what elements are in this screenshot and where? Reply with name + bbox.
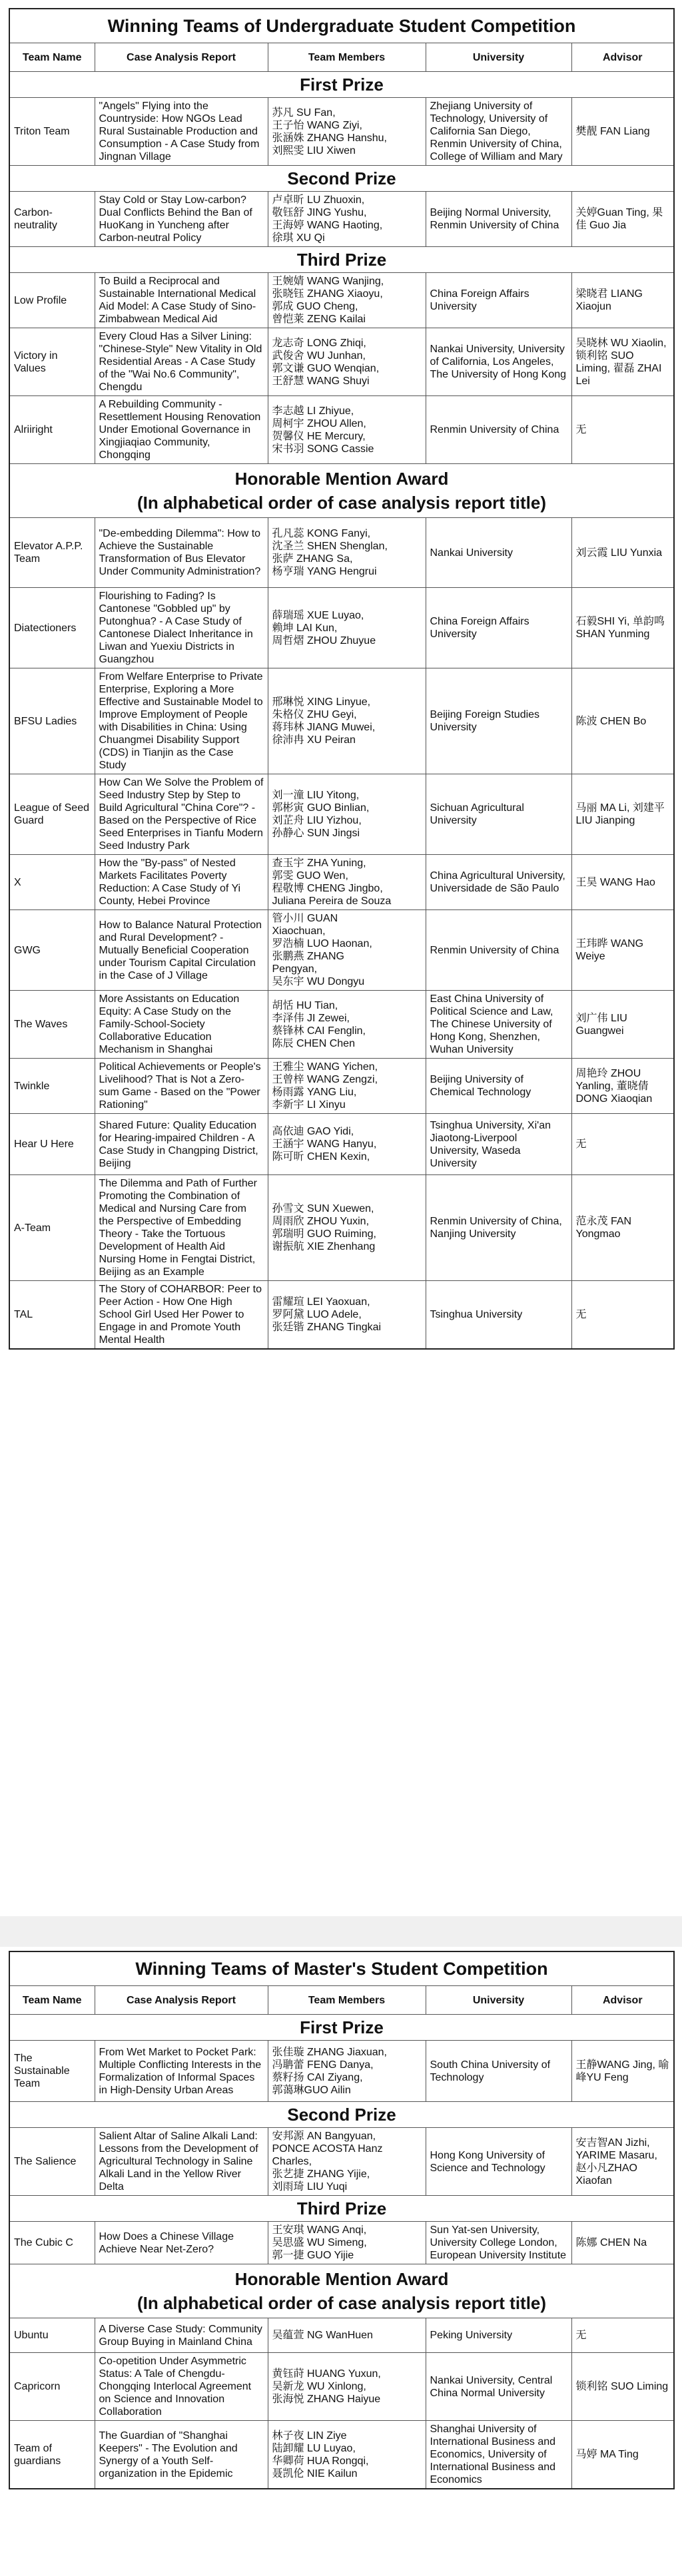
members-cell [268,668,426,774]
members-cell [268,1059,426,1114]
table-row [9,2222,674,2264]
member-name: 冯聃蕾 FENG Danya, [272,2059,374,2071]
university-cell: Sun Yat-sen University, University College London, European University Institute [426,2222,571,2264]
team-name-cell: TAL [9,1281,95,1350]
report-title-cell: From Welfare Enterprise to Private Enterprise, Exploring a More Effective and Sustainable Model to Improve Employment of People with Disabilities in China: Using Chuangmei Disability Support (CDS) in Tianjin as the Case Study [95,668,268,774]
report-title-cell: Stay Cold or Stay Low-carbon? Dual Conflicts Behind the Ban of HuoKang in Yuncheng after Carbon-neutral Policy [95,192,268,247]
members-cell [268,2353,426,2421]
member-name: 张萨 ZHANG Sa, [272,553,353,565]
university-cell: Sichuan Agricultural University [426,774,571,855]
university-cell: Hong Kong University of Science and Technology [426,2128,571,2196]
table-row [9,855,674,910]
advisor-cell: 马婷 MA Ting [571,2421,674,2489]
member-name: 张鹏燕 ZHANG [272,951,344,962]
members-cell [268,518,426,588]
table-row [9,396,674,464]
member-name: 龙志奇 LONG Zhiqi, [272,337,366,349]
members-cell [268,855,426,910]
member-name: 林子夜 LIN Ziye [272,2430,347,2442]
report-title-cell: Shared Future: Quality Education for Hearing-impaired Children - A Case Study in Changping District, Beijing [95,1114,268,1175]
table-row [9,588,674,668]
team-name-cell: Alriiright [9,396,95,464]
university-cell: Shanghai University of International Business and Economics, University of International Business and Economics [426,2421,571,2489]
advisor-cell: 王昊 WANG Hao [571,855,674,910]
report-title-cell: More Assistants on Education Equity: A Case Study on the Family-School-Society Collaborative Education Mechanism in Shanghai [95,991,268,1059]
undergrad-table [9,8,675,1350]
members-cell [268,328,426,396]
member-name: 陈辰 CHEN Chen [272,1037,355,1049]
member-name: 聂凯伦 NIE Kailun [272,2467,358,2479]
member-name: 郭蔼琳GUO Ailin [272,2084,351,2096]
report-title-cell: How Can We Solve the Problem of Seed Industry Step by Step to Build Agricultural "China Core"? - Based on the Perspective of Rice Seed Enterprises in Tianfu Modern Seed Industry Park [95,774,268,855]
prize-label: Second Prize [9,2102,674,2128]
member-name: 刘雨琦 LIU Yuqi [272,2181,348,2192]
team-name-cell: Hear U Here [9,1114,95,1175]
col-header-team: Team Name [9,1986,95,2015]
member-name: 王雅尘 WANG Yichen, [272,1061,378,1073]
table-row [9,2128,674,2196]
team-name-cell: Team of guardians [9,2421,95,2489]
member-name: 张廷锴 ZHANG Tingkai [272,1322,382,1333]
table-row [9,1175,674,1281]
member-name: 李泽伟 JI Zewei, [272,1012,350,1024]
members-cell [268,588,426,668]
report-title-cell: The Guardian of "Shanghai Keepers" - The Evolution and Synergy of a Youth Self-organization in the Epidemic [95,2421,268,2489]
members-cell [268,2128,426,2196]
team-name-cell: GWG [9,910,95,991]
advisor-cell: 王静WANG Jing, 喻峰YU Feng [571,2041,674,2102]
members-cell [268,273,426,328]
team-name-cell: Diatectioners [9,588,95,668]
honorable-sublabel: (In alphabetical order of case analysis report title) [137,493,547,513]
member-name: 刘一潼 LIU Yitong, [272,790,360,801]
member-name: 安邦源 AN Bangyuan, [272,2131,376,2142]
member-name: 高依迪 GAO Yidi, [272,1126,354,1137]
report-title-cell: Every Cloud Has a Silver Lining: "Chinese-Style" New Vitality in Old Residential Areas - A Case Study of the "Wai No.6 Community", Chengdu [95,328,268,396]
report-title-cell: "Angels" Flying into the Countryside: How NGOs Lead Rural Sustainable Production and Consumption - A Case Study from Jingnan Village [95,98,268,166]
university-cell: China Agricultural University, Universidade de São Paulo [426,855,571,910]
university-cell: Renmin University of China [426,910,571,991]
member-name: 张海悦 ZHANG Haiyue [272,2394,381,2405]
university-cell: Peking University [426,2318,571,2353]
member-name: 罗浩楠 LUO Haonan, [272,938,372,949]
undergrad-title-row [9,9,674,43]
team-name-cell: Elevator A.P.P. Team [9,518,95,588]
university-cell: Renmin University of China [426,396,571,464]
member-name: 孙雪文 SUN Xuewen, [272,1203,374,1214]
member-name: 武俊舍 WU Junhan, [272,350,366,362]
col-header-members: Team Members [268,43,426,72]
team-name-cell: League of Seed Guard [9,774,95,855]
university-cell: East China University of Political Science and Law, The Chinese University of Hong Kong, Shenzhen, Wuhan University [426,991,571,1059]
member-name: 罗阿黛 LUO Adele, [272,1309,362,1320]
members-cell [268,396,426,464]
member-name: 吴东宇 WU Dongyu [272,976,365,987]
table-row [9,518,674,588]
member-name: 陆卸耀 LU Luyao, [272,2442,356,2454]
member-name: 王海婷 WANG Haoting, [272,220,383,231]
master-header-row [9,1986,674,2015]
members-cell [268,2421,426,2489]
report-title-cell: The Dilemma and Path of Further Promoting the Combination of Medical and Nursing Care from the Perspective of Embedding Theory - Take the Tortuous Development of Health Aid Nursing Home in Fengtai District, Beijing as an Example [95,1175,268,1281]
members-cell [268,1175,426,1281]
member-name: 吴新龙 WU Xinlong, [272,2381,366,2392]
col-header-advisor: Advisor [571,1986,674,2015]
col-header-members: Team Members [268,1986,426,2015]
member-name: 朱格仪 ZHU Geyi, [272,709,357,720]
member-name: 蒋玮林 JIANG Muwei, [272,722,376,733]
team-name-cell: Twinkle [9,1059,95,1114]
prize-row [9,2015,674,2041]
member-name: 王舒慧 WANG Shuyi [272,375,370,387]
table-row [9,98,674,166]
prize-label: Third Prize [9,2196,674,2222]
university-cell: Zhejiang University of Technology, University of California San Diego, Renmin University of China, College of William and Mary [426,98,571,166]
honorable-label: Honorable Mention Award [234,2269,449,2289]
table-row [9,1281,674,1350]
team-name-cell: The Salience [9,2128,95,2196]
member-name: Pengyan, [272,963,318,975]
advisor-cell: 范永茂 FAN Yongmao [571,1175,674,1281]
team-name-cell: Low Profile [9,273,95,328]
member-name: 雷耀瑄 LEI Yaoxuan, [272,1296,370,1308]
prize-label: Second Prize [9,166,674,192]
undergrad-title: Winning Teams of Undergraduate Student Competition [9,9,674,43]
member-name: 宋书羽 SONG Cassie [272,443,374,455]
member-name: Xiaochuan, [272,925,326,937]
prize-label: First Prize [9,2015,674,2041]
member-name: 华卿荷 HUA Rongqi, [272,2455,369,2467]
table-row [9,991,674,1059]
advisor-cell: 无 [571,2318,674,2353]
member-name: 张艺捷 ZHANG Yijie, [272,2169,370,2180]
advisor-cell: 梁晓君 LIANG Xiaojun [571,273,674,328]
col-header-report: Case Analysis Report [95,1986,268,2015]
member-name: 李新宇 LI Xinyu [272,1099,346,1111]
member-name: 王婉婧 WANG Wanjing, [272,276,384,287]
table-row [9,910,674,991]
university-cell: Nankai University [426,518,571,588]
member-name: 管小川 GUAN [272,913,338,924]
member-name: 郭文谦 GUO Wenqian, [272,362,380,374]
member-name: 徐琪 XU Qi [272,232,325,244]
report-title-cell: To Build a Reciprocal and Sustainable International Medical Aid Model: A Case Study of Sino-Zimbabwean Medical Aid [95,273,268,328]
report-title-cell: A Rebuilding Community - Resettlement Housing Renovation Under Emotional Governance in Xingjiaqiao Community, Chongqing [95,396,268,464]
prize-row [9,2196,674,2222]
team-name-cell: Ubuntu [9,2318,95,2353]
table-row [9,2421,674,2489]
member-name: 蔡锋林 CAI Fenglin, [272,1025,366,1037]
member-name: 孙静心 SUN Jingsi [272,828,360,839]
undergrad-header-row [9,43,674,72]
member-name: 徐沛冉 XU Peiran [272,734,356,746]
advisor-cell: 周艳玲 ZHOU Yanling, 董晓倩 DONG Xiaoqian [571,1059,674,1114]
master-title-row [9,1951,674,1986]
member-name: 沈圣兰 SHEN Shenglan, [272,541,388,552]
member-name: 卢卓昕 LU Zhuoxin, [272,194,365,206]
member-name: 王涵宇 WANG Hanyu, [272,1139,377,1150]
member-name: 陈可昕 CHEN Kexin, [272,1151,370,1162]
university-cell: China Foreign Affairs University [426,273,571,328]
advisor-cell: 陈波 CHEN Bo [571,668,674,774]
member-name: 杨亨瑞 YANG Hengrui [272,566,377,577]
advisor-cell: 无 [571,1281,674,1350]
member-name: 张佳璇 ZHANG Jiaxuan, [272,2046,387,2058]
university-cell: Tsinghua University [426,1281,571,1350]
university-cell: Nankai University, Central China Normal University [426,2353,571,2421]
member-name: 邢琳悦 XING Linyue, [272,696,371,708]
report-title-cell: Co-opetition Under Asymmetric Status: A Tale of Chengdu-Chongqing Interlocal Agreement on Science and Innovation Collaboration [95,2353,268,2421]
members-cell [268,98,426,166]
prize-row [9,72,674,98]
table-row [9,774,674,855]
member-name: 郭瑞明 GUO Ruiming, [272,1228,376,1240]
table-row [9,668,674,774]
member-name: 敬钰舒 JING Yushu, [272,207,367,218]
col-header-advisor: Advisor [571,43,674,72]
member-name: 周柯宇 ZHOU Allen, [272,417,366,429]
advisor-cell: 无 [571,1114,674,1175]
prize-row [9,247,674,273]
advisor-cell: 关婷Guan Ting, 果佳 Guo Jia [571,192,674,247]
table-row [9,1059,674,1114]
prize-label: Third Prize [9,247,674,273]
team-name-cell: The Sustainable Team [9,2041,95,2102]
report-title-cell: "De-embedding Dilemma": How to Achieve the Sustainable Transformation of Bus Elevator Under Community Administration? [95,518,268,588]
member-name: 郭彬寅 GUO Binlian, [272,802,370,814]
advisor-cell: 无 [571,396,674,464]
member-name: 张晓钰 ZHANG Xiaoyu, [272,288,383,300]
member-name: 郭成 GUO Cheng, [272,301,358,312]
table-row [9,273,674,328]
member-name: PONCE ACOSTA Hanz [272,2143,383,2155]
member-name: 郭雯 GUO Wen, [272,870,348,882]
advisor-cell: 石毅SHI Yi, 单韵鸣SHAN Yunming [571,588,674,668]
team-name-cell: The Cubic C [9,2222,95,2264]
report-title-cell: From Wet Market to Pocket Park: Multiple Conflicting Interests in the Formalization of Informal Spaces in High-Density Urban Areas [95,2041,268,2102]
report-title-cell: A Diverse Case Study: Community Group Buying in Mainland China [95,2318,268,2353]
col-header-university: University [426,43,571,72]
col-header-team: Team Name [9,43,95,72]
prize-row [9,2102,674,2128]
member-name: 张涵姝 ZHANG Hanshu, [272,132,387,144]
honorable-label: Honorable Mention Award [234,469,449,489]
university-cell: China Foreign Affairs University [426,588,571,668]
advisor-cell: 马丽 MA Li, 刘建平 LIU Jianping [571,774,674,855]
members-cell [268,1281,426,1350]
advisor-cell: 锁利铭 SUO Liming [571,2353,674,2421]
report-title-cell: How to Balance Natural Protection and Rural Development? - Mutually Beneficial Cooperation under Tourism Capital Circulation in the Case of J Village [95,910,268,991]
members-cell [268,910,426,991]
advisor-cell: 樊靓 FAN Liang [571,98,674,166]
report-title-cell: How Does a Chinese Village Achieve Near Net-Zero? [95,2222,268,2264]
report-title-cell: The Story of COHARBOR: Peer to Peer Action - How One High School Girl Used Her Power to Engage in and Promote Youth Mental Health [95,1281,268,1350]
prize-label: First Prize [9,72,674,98]
report-title-cell: How the "By-pass" of Nested Markets Facilitates Poverty Reduction: A Case Study of Yi County, Hebei Province [95,855,268,910]
members-cell [268,991,426,1059]
member-name: 查玉宇 ZHA Yuning, [272,858,366,869]
university-cell: Beijing Foreign Studies University [426,668,571,774]
university-cell: Nankai University, University of California, Los Angeles, The University of Hong Kong [426,328,571,396]
honorable-sublabel: (In alphabetical order of case analysis report title) [137,2293,547,2313]
advisor-cell: 吴晓林 WU Xiaolin, 锁利铭 SUO Liming, 翟磊 ZHAI Lei [571,328,674,396]
members-cell [268,1114,426,1175]
member-name: 刘熙雯 LIU Xiwen [272,144,356,156]
member-name: 杨雨露 YANG Liu, [272,1087,357,1098]
team-name-cell: Triton Team [9,98,95,166]
university-cell: Beijing Normal University, Renmin University of China [426,192,571,247]
team-name-cell: Capricorn [9,2353,95,2421]
team-name-cell: X [9,855,95,910]
team-name-cell: Carbon-neutrality [9,192,95,247]
table-row [9,192,674,247]
team-name-cell: Victory in Values [9,328,95,396]
member-name: 胡恬 HU Tian, [272,999,338,1011]
member-name: 王曾梓 WANG Zengzi, [272,1074,378,1085]
member-name: 周哲熠 ZHOU Zhuyue [272,635,376,646]
members-cell [268,192,426,247]
member-name: 孔凡蕊 KONG Fanyi, [272,528,371,539]
team-name-cell: BFSU Ladies [9,668,95,774]
report-title-cell: Political Achievements or People's Livelihood? That is Not a Zero-sum Game - Based on the "Power Rationing" [95,1059,268,1114]
report-title-cell: Salient Altar of Saline Alkali Land: Lessons from the Development of Agricultural Technology in Saline Alkali Land in the Yellow River Delta [95,2128,268,2196]
master-title: Winning Teams of Master's Student Competition [9,1951,674,1986]
table-row [9,328,674,396]
university-cell: South China University of Technology [426,2041,571,2102]
advisor-cell: 刘广伟 LIU Guangwei [571,991,674,1059]
members-cell [268,2041,426,2102]
honorable-row [9,2264,674,2318]
member-name: 蔡籽扬 CAI Ziyang, [272,2071,363,2083]
section-divider [0,1916,682,1947]
honorable-row [9,464,674,518]
team-name-cell: The Waves [9,991,95,1059]
university-cell: Tsinghua University, Xi'an Jiaotong-Liverpool University, Waseda University [426,1114,571,1175]
members-cell [268,2222,426,2264]
member-name: 贺馨仪 HE Mercury, [272,430,366,442]
member-name: 吴蕴萱 NG WanHuen [272,2330,373,2341]
member-name: 苏凡 SU Fan, [272,107,336,119]
university-cell: Renmin University of China, Nanjing University [426,1175,571,1281]
member-name: 谢振航 XIE Zhenhang [272,1241,376,1252]
member-name: 刘芷舟 LIU Yizhou, [272,815,362,826]
member-name: 吴思盛 WU Simeng, [272,2237,367,2248]
member-name: 黄钰莳 HUANG Yuxun, [272,2368,381,2380]
honorable-heading [9,464,674,518]
member-name: 薛瑞瑶 XUE Luyao, [272,609,364,621]
table-row [9,2318,674,2353]
member-name: 曾恺莱 ZENG Kailai [272,314,366,325]
member-name: 周雨欣 ZHOU Yuxin, [272,1216,370,1227]
member-name: 赖坤 LAI Kun, [272,622,338,634]
table-row [9,1114,674,1175]
table-row [9,2353,674,2421]
team-name-cell: A-Team [9,1175,95,1281]
col-header-university: University [426,1986,571,2015]
advisor-cell: 陈娜 CHEN Na [571,2222,674,2264]
member-name: 程敬博 CHENG Jingbo, [272,883,383,894]
table-row [9,2041,674,2102]
report-title-cell: Flourishing to Fading? Is Cantonese "Gobbled up" by Putonghua? - A Case Study of Cantonese Dialect Inheritance in Liwan and Yuexiu Districts in Guangzhou [95,588,268,668]
member-name: Charles, [272,2156,312,2167]
honorable-heading [9,2264,674,2318]
members-cell [268,2318,426,2353]
prize-row [9,166,674,192]
university-cell: Beijing University of Chemical Technology [426,1059,571,1114]
member-name: 王子怡 WANG Ziyi, [272,119,362,131]
members-cell [268,774,426,855]
advisor-cell: 刘云霞 LIU Yunxia [571,518,674,588]
member-name: 李志越 LI Zhiyue, [272,405,354,417]
master-table [9,1951,675,2489]
col-header-report: Case Analysis Report [95,43,268,72]
member-name: 王安琪 WANG Anqi, [272,2224,367,2236]
member-name: Juliana Pereira de Souza [272,896,392,907]
advisor-cell: 安吉智AN Jizhi, YARIME Masaru, 赵小凡ZHAO Xiaofan [571,2128,674,2196]
member-name: 郭一捷 GUO Yijie [272,2250,354,2261]
advisor-cell: 王玮晔 WANG Weiye [571,910,674,991]
